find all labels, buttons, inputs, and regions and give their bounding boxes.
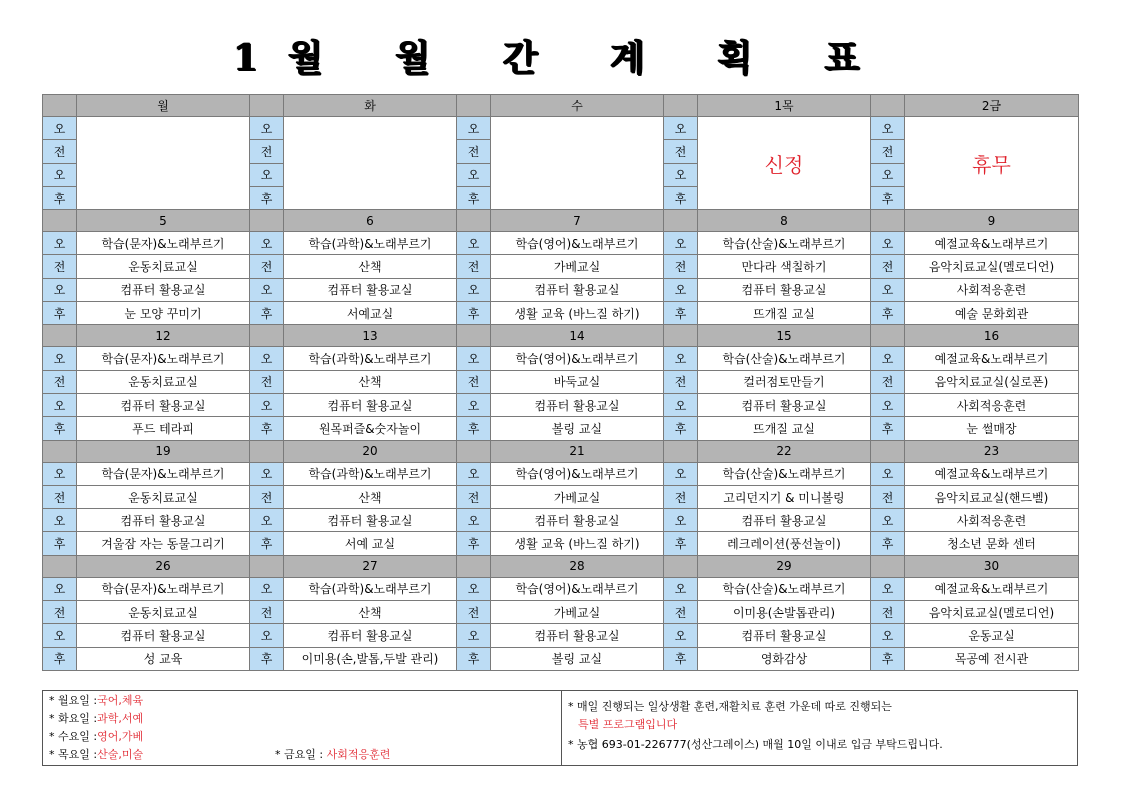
- period-label: 후: [250, 532, 284, 555]
- activity-cell: 볼링 교실: [491, 647, 664, 670]
- period-label: 후: [250, 417, 284, 440]
- period-label: 전: [664, 255, 698, 278]
- period-label: 오: [457, 509, 491, 532]
- period-label: 오: [871, 624, 905, 647]
- period-label: 오: [664, 117, 698, 140]
- activity-cell: 뜨개질 교실: [698, 417, 871, 440]
- empty-cell: [77, 117, 250, 210]
- period-label: 오: [664, 509, 698, 532]
- period-label: 후: [457, 417, 491, 440]
- date-label: 15: [698, 325, 871, 347]
- header-spacer: [871, 95, 905, 117]
- schedule-row: [43, 370, 1079, 393]
- activity-cell: 학습(문자)&노래부르기: [77, 232, 250, 255]
- period-label: 오: [43, 232, 77, 255]
- period-label: 전: [871, 370, 905, 393]
- period-label: 오: [250, 163, 284, 186]
- period-label: 오: [664, 462, 698, 485]
- period-label: 오: [457, 163, 491, 186]
- period-label: 오: [871, 393, 905, 416]
- header-spacer: [664, 95, 698, 117]
- period-label: 오: [250, 577, 284, 600]
- header-spacer: [250, 440, 284, 462]
- weekday-header: 월: [77, 95, 250, 117]
- activity-cell: 산책: [284, 370, 457, 393]
- schedule-row: [43, 393, 1079, 416]
- period-label: 오: [250, 462, 284, 485]
- period-label: 오: [664, 624, 698, 647]
- header-spacer: [43, 95, 77, 117]
- activity-cell: 학습(문자)&노래부르기: [77, 462, 250, 485]
- header-spacer: [43, 325, 77, 347]
- activity-cell: 이미용(손,발톱,두발 관리): [284, 647, 457, 670]
- schedule-row: [43, 509, 1079, 532]
- period-label: 오: [871, 117, 905, 140]
- date-label: 12: [77, 325, 250, 347]
- header-spacer: [664, 210, 698, 232]
- period-label: 전: [43, 140, 77, 163]
- date-label: 22: [698, 440, 871, 462]
- activity-cell: 눈 썰매장: [905, 417, 1079, 440]
- activity-cell: 가베교실: [491, 255, 664, 278]
- activity-cell: 컴퓨터 활용교실: [698, 393, 871, 416]
- activity-cell: 컴퓨터 활용교실: [698, 624, 871, 647]
- activity-cell: 음악치료교실(멜로디언): [905, 601, 1079, 624]
- period-label: 오: [43, 278, 77, 301]
- activity-cell: 학습(과학)&노래부르기: [284, 347, 457, 370]
- activity-cell: 영화감상: [698, 647, 871, 670]
- period-label: 오: [43, 577, 77, 600]
- activity-cell: 청소년 문화 센터: [905, 532, 1079, 555]
- period-label: 후: [664, 532, 698, 555]
- period-label: 전: [871, 601, 905, 624]
- weekday-header: 2금: [905, 95, 1079, 117]
- period-label: 오: [43, 624, 77, 647]
- activity-cell: 운동교실: [905, 624, 1079, 647]
- activity-cell: 학습(산술)&노래부르기: [698, 577, 871, 600]
- period-label: 전: [664, 601, 698, 624]
- period-label: 전: [250, 255, 284, 278]
- period-label: 오: [457, 117, 491, 140]
- header-spacer: [871, 555, 905, 577]
- weekday-header: 1목: [698, 95, 871, 117]
- activity-cell: 컴퓨터 활용교실: [698, 278, 871, 301]
- note-bank-account: * 농협 693-01-226777(성산그레이스) 매월 10일 이내로 입금 부탁드립니다.: [568, 738, 943, 751]
- header-spacer: [871, 210, 905, 232]
- activity-cell: 푸드 테라피: [77, 417, 250, 440]
- schedule-row: [43, 624, 1079, 647]
- header-spacer: [871, 325, 905, 347]
- period-label: 오: [457, 347, 491, 370]
- header-spacer: [250, 555, 284, 577]
- schedule-row: [43, 485, 1079, 508]
- activity-cell: 학습(과학)&노래부르기: [284, 232, 457, 255]
- week0-row: [43, 117, 1079, 140]
- note-program-line2: 특별 프로그램입니다: [578, 718, 678, 731]
- period-label: 후: [664, 186, 698, 209]
- activity-cell: 컴퓨터 활용교실: [284, 278, 457, 301]
- activity-cell: 음악치료교실(핸드벨): [905, 485, 1079, 508]
- activity-cell: 예절교육&노래부르기: [905, 232, 1079, 255]
- period-label: 오: [43, 163, 77, 186]
- weekday-header: 수: [491, 95, 664, 117]
- period-label: 오: [457, 624, 491, 647]
- empty-cell: [491, 117, 664, 210]
- activity-cell: 생활 교육 (바느질 하기): [491, 302, 664, 325]
- period-label: 전: [871, 255, 905, 278]
- activity-cell: 원목퍼즐&숫자놀이: [284, 417, 457, 440]
- period-label: 후: [457, 532, 491, 555]
- date-header-row: [43, 440, 1079, 462]
- date-label: 7: [491, 210, 664, 232]
- date-label: 20: [284, 440, 457, 462]
- period-label: 후: [43, 186, 77, 209]
- activity-cell: 가베교실: [491, 485, 664, 508]
- activity-cell: 컴퓨터 활용교실: [77, 393, 250, 416]
- date-label: 27: [284, 555, 457, 577]
- activity-cell: 산책: [284, 255, 457, 278]
- activity-cell: 컴퓨터 활용교실: [284, 624, 457, 647]
- header-spacer: [664, 325, 698, 347]
- activity-cell: 학습(산술)&노래부르기: [698, 232, 871, 255]
- period-label: 전: [871, 485, 905, 508]
- activity-cell: 예절교육&노래부르기: [905, 347, 1079, 370]
- period-label: 오: [43, 509, 77, 532]
- date-label: 21: [491, 440, 664, 462]
- period-label: 전: [250, 370, 284, 393]
- header-spacer: [871, 440, 905, 462]
- period-label: 전: [457, 140, 491, 163]
- schedule-row: [43, 532, 1079, 555]
- activity-cell: 학습(문자)&노래부르기: [77, 347, 250, 370]
- schedule-row: [43, 577, 1079, 600]
- activity-cell: 컴퓨터 활용교실: [77, 624, 250, 647]
- date-label: 13: [284, 325, 457, 347]
- activity-cell: 생활 교육 (바느질 하기): [491, 532, 664, 555]
- activity-cell: 컴퓨터 활용교실: [491, 278, 664, 301]
- note-friday: * 금요일 : 사회적응훈련: [275, 748, 391, 761]
- activity-cell: 컴퓨터 활용교실: [491, 624, 664, 647]
- period-label: 오: [664, 577, 698, 600]
- period-label: 전: [871, 140, 905, 163]
- activity-cell: 눈 모양 꾸미기: [77, 302, 250, 325]
- period-label: 오: [43, 347, 77, 370]
- schedule-row: [43, 347, 1079, 370]
- activity-cell: 운동치료교실: [77, 485, 250, 508]
- period-label: 전: [664, 370, 698, 393]
- header-spacer: [457, 210, 491, 232]
- activity-cell: 산책: [284, 601, 457, 624]
- period-label: 후: [871, 532, 905, 555]
- date-label: 9: [905, 210, 1079, 232]
- activity-cell: 운동치료교실: [77, 370, 250, 393]
- period-label: 오: [250, 509, 284, 532]
- header-spacer: [250, 325, 284, 347]
- note-monday: * 월요일 :국어,체육: [49, 694, 144, 707]
- period-label: 후: [43, 647, 77, 670]
- activity-cell: 볼링 교실: [491, 417, 664, 440]
- activity-cell: 성 교육: [77, 647, 250, 670]
- activity-cell: 컴퓨터 활용교실: [77, 509, 250, 532]
- activity-cell: 컴퓨터 활용교실: [491, 509, 664, 532]
- period-label: 오: [457, 232, 491, 255]
- period-label: 전: [43, 255, 77, 278]
- note-wednesday: * 수요일 :영어,가베: [49, 730, 144, 743]
- schedule-row: [43, 232, 1079, 255]
- activity-cell: 컴퓨터 활용교실: [284, 393, 457, 416]
- activity-cell: 컬러점토만들기: [698, 370, 871, 393]
- schedule-row: [43, 647, 1079, 670]
- period-label: 오: [871, 232, 905, 255]
- note-program-line1: * 매일 진행되는 일상생활 훈련,재활치료 훈련 가운데 따로 진행되는: [568, 700, 892, 713]
- notes-box: [42, 690, 1078, 766]
- period-label: 오: [457, 278, 491, 301]
- period-label: 오: [43, 117, 77, 140]
- weekday-header: 화: [284, 95, 457, 117]
- activity-cell: 서예 교실: [284, 532, 457, 555]
- header-spacer: [664, 440, 698, 462]
- period-label: 후: [871, 417, 905, 440]
- header-spacer: [43, 555, 77, 577]
- period-label: 후: [457, 302, 491, 325]
- program-notes: [562, 691, 1077, 765]
- activity-cell: 학습(문자)&노래부르기: [77, 577, 250, 600]
- header-spacer: [250, 210, 284, 232]
- period-label: 전: [664, 485, 698, 508]
- period-label: 오: [871, 347, 905, 370]
- note-tuesday: * 화요일 :과학,서예: [49, 712, 144, 725]
- period-label: 오: [250, 624, 284, 647]
- date-label: 26: [77, 555, 250, 577]
- period-label: 후: [43, 302, 77, 325]
- activity-cell: 바둑교실: [491, 370, 664, 393]
- holiday-cell: 신정: [698, 117, 871, 210]
- activity-cell: 학습(과학)&노래부르기: [284, 462, 457, 485]
- period-label: 후: [250, 302, 284, 325]
- activity-cell: 학습(산술)&노래부르기: [698, 462, 871, 485]
- activity-cell: 학습(영어)&노래부르기: [491, 462, 664, 485]
- date-header-row: [43, 210, 1079, 232]
- period-label: 후: [457, 647, 491, 670]
- empty-cell: [284, 117, 457, 210]
- period-label: 후: [664, 417, 698, 440]
- activity-cell: 사회적응훈련: [905, 509, 1079, 532]
- activity-cell: 컴퓨터 활용교실: [698, 509, 871, 532]
- activity-cell: 컴퓨터 활용교실: [491, 393, 664, 416]
- activity-cell: 산책: [284, 485, 457, 508]
- period-label: 오: [664, 278, 698, 301]
- period-label: 전: [43, 485, 77, 508]
- activity-cell: 운동치료교실: [77, 601, 250, 624]
- period-label: 오: [43, 462, 77, 485]
- period-label: 오: [871, 278, 905, 301]
- period-label: 후: [457, 186, 491, 209]
- date-label: 16: [905, 325, 1079, 347]
- activity-cell: 예절교육&노래부르기: [905, 577, 1079, 600]
- period-label: 후: [871, 302, 905, 325]
- subject-notes: [43, 691, 562, 765]
- schedule-row: [43, 462, 1079, 485]
- period-label: 전: [43, 370, 77, 393]
- activity-cell: 운동치료교실: [77, 255, 250, 278]
- period-label: 전: [250, 485, 284, 508]
- period-label: 오: [664, 232, 698, 255]
- date-label: 8: [698, 210, 871, 232]
- period-label: 전: [250, 601, 284, 624]
- activity-cell: 목공예 전시관: [905, 647, 1079, 670]
- header-spacer: [664, 555, 698, 577]
- period-label: 오: [664, 163, 698, 186]
- period-label: 오: [250, 232, 284, 255]
- period-label: 전: [250, 140, 284, 163]
- date-header-row: [43, 325, 1079, 347]
- period-label: 후: [250, 647, 284, 670]
- period-label: 후: [871, 647, 905, 670]
- weekday-header-row: [43, 95, 1079, 117]
- date-label: 29: [698, 555, 871, 577]
- period-label: 오: [871, 577, 905, 600]
- date-label: 23: [905, 440, 1079, 462]
- activity-cell: 레크레이션(풍선놀이): [698, 532, 871, 555]
- period-label: 전: [457, 255, 491, 278]
- activity-cell: 사회적응훈련: [905, 278, 1079, 301]
- header-spacer: [43, 440, 77, 462]
- schedule-row: [43, 601, 1079, 624]
- schedule-row: [43, 302, 1079, 325]
- date-label: 30: [905, 555, 1079, 577]
- header-spacer: [457, 555, 491, 577]
- activity-cell: 음악치료교실(멜로디언): [905, 255, 1079, 278]
- period-label: 오: [250, 347, 284, 370]
- period-label: 후: [43, 532, 77, 555]
- page-title: 1월 월 간 계 획 표: [233, 37, 890, 79]
- schedule-row: [43, 278, 1079, 301]
- activity-cell: 예절교육&노래부르기: [905, 462, 1079, 485]
- schedule-row: [43, 417, 1079, 440]
- period-label: 후: [871, 186, 905, 209]
- activity-cell: 컴퓨터 활용교실: [284, 509, 457, 532]
- period-label: 오: [43, 393, 77, 416]
- period-label: 오: [250, 278, 284, 301]
- activity-cell: 학습(과학)&노래부르기: [284, 577, 457, 600]
- period-label: 후: [250, 186, 284, 209]
- date-label: 19: [77, 440, 250, 462]
- activity-cell: 겨울잠 자는 동물그리기: [77, 532, 250, 555]
- activity-cell: 이미용(손발톱관리): [698, 601, 871, 624]
- activity-cell: 학습(산술)&노래부르기: [698, 347, 871, 370]
- date-label: 5: [77, 210, 250, 232]
- note-thursday: * 목요일 :산술,미술: [49, 748, 144, 761]
- period-label: 오: [457, 462, 491, 485]
- activity-cell: 고리던지기 & 미니볼링: [698, 485, 871, 508]
- period-label: 전: [457, 485, 491, 508]
- header-spacer: [457, 95, 491, 117]
- header-spacer: [457, 440, 491, 462]
- period-label: 후: [664, 302, 698, 325]
- period-label: 오: [664, 347, 698, 370]
- activity-cell: 뜨개질 교실: [698, 302, 871, 325]
- activity-cell: 학습(영어)&노래부르기: [491, 232, 664, 255]
- activity-cell: 학습(영어)&노래부르기: [491, 577, 664, 600]
- activity-cell: 학습(영어)&노래부르기: [491, 347, 664, 370]
- activity-cell: 예술 문화회관: [905, 302, 1079, 325]
- holiday-cell: 휴무: [905, 117, 1079, 210]
- date-label: 6: [284, 210, 457, 232]
- period-label: 오: [250, 393, 284, 416]
- activity-cell: 사회적응훈련: [905, 393, 1079, 416]
- period-label: 전: [457, 601, 491, 624]
- period-label: 후: [43, 417, 77, 440]
- header-spacer: [43, 210, 77, 232]
- header-spacer: [457, 325, 491, 347]
- period-label: 전: [664, 140, 698, 163]
- period-label: 오: [871, 509, 905, 532]
- activity-cell: 서예교실: [284, 302, 457, 325]
- period-label: 전: [43, 601, 77, 624]
- activity-cell: 음악치료교실(실로폰): [905, 370, 1079, 393]
- date-header-row: [43, 555, 1079, 577]
- period-label: 전: [457, 370, 491, 393]
- date-label: 28: [491, 555, 664, 577]
- schedule-row: [43, 255, 1079, 278]
- monthly-plan-table: [42, 94, 1079, 671]
- header-spacer: [250, 95, 284, 117]
- activity-cell: 컴퓨터 활용교실: [77, 278, 250, 301]
- period-label: 오: [664, 393, 698, 416]
- period-label: 후: [664, 647, 698, 670]
- period-label: 오: [871, 163, 905, 186]
- period-label: 오: [250, 117, 284, 140]
- activity-cell: 가베교실: [491, 601, 664, 624]
- activity-cell: 만다라 색칠하기: [698, 255, 871, 278]
- date-label: 14: [491, 325, 664, 347]
- period-label: 오: [457, 393, 491, 416]
- period-label: 오: [871, 462, 905, 485]
- period-label: 오: [457, 577, 491, 600]
